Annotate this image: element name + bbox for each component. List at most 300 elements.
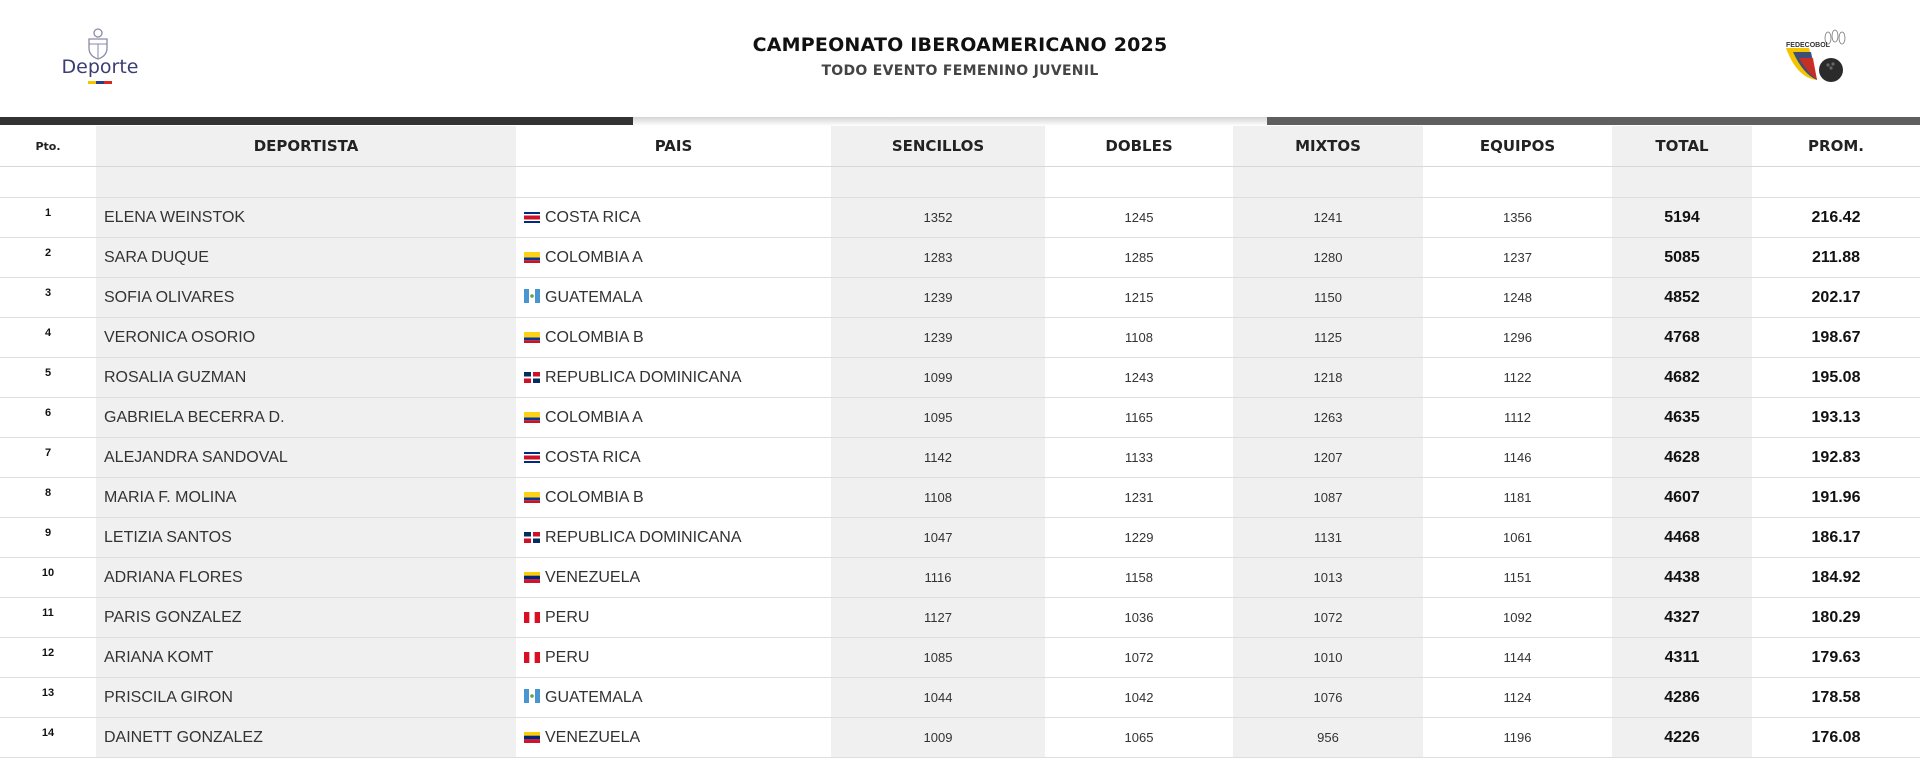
position-cell bbox=[0, 278, 96, 318]
teams-score-cell bbox=[1423, 198, 1612, 238]
position-cell bbox=[0, 518, 96, 558]
mixed-score-cell bbox=[1233, 438, 1423, 478]
venezuela-flag-icon bbox=[524, 569, 545, 586]
peru-flag-icon bbox=[524, 649, 545, 666]
costa-rica-flag-icon bbox=[524, 209, 545, 226]
total-score-text: 4327 bbox=[1664, 608, 1700, 626]
total-score-text: 4607 bbox=[1664, 488, 1700, 506]
mixed-score-cell bbox=[1233, 598, 1423, 638]
doubles-score-cell bbox=[1045, 238, 1233, 278]
singles-score-text: 1352 bbox=[923, 210, 953, 225]
average-cell bbox=[1752, 278, 1920, 318]
doubles-score-text: 1158 bbox=[1125, 570, 1153, 585]
country-cell bbox=[516, 358, 831, 398]
position-cell bbox=[0, 358, 96, 398]
country-text: GUATEMALA bbox=[545, 688, 643, 706]
colombia-flag-icon bbox=[524, 329, 545, 346]
position-cell bbox=[0, 478, 96, 518]
singles-score-text: 1239 bbox=[923, 290, 953, 305]
doubles-score-cell bbox=[1045, 318, 1233, 358]
divider-segment-light bbox=[633, 117, 1267, 126]
total-score-cell bbox=[1612, 598, 1752, 638]
average-text: 184.92 bbox=[1811, 568, 1861, 586]
position-cell bbox=[0, 398, 96, 438]
athlete-name-cell bbox=[96, 238, 516, 278]
page-title: CAMPEONATO IBEROAMERICANO 2025 bbox=[752, 34, 1168, 56]
athlete-name-cell bbox=[96, 558, 516, 598]
table-row bbox=[0, 278, 1920, 318]
average-cell bbox=[1752, 398, 1920, 438]
singles-score-cell bbox=[831, 278, 1045, 318]
title-block bbox=[0, 34, 1920, 79]
column-header-position: Pto. bbox=[0, 126, 96, 167]
doubles-score-text: 1243 bbox=[1124, 370, 1154, 385]
column-header-teams: EQUIPOS bbox=[1423, 126, 1612, 167]
singles-score-cell bbox=[831, 638, 1045, 678]
doubles-score-cell bbox=[1045, 398, 1233, 438]
average-cell bbox=[1752, 558, 1920, 598]
dominican-flag-icon bbox=[524, 369, 545, 386]
country-text: COLOMBIA A bbox=[545, 248, 643, 266]
mixed-score-text: 1125 bbox=[1314, 330, 1342, 345]
doubles-score-cell bbox=[1045, 718, 1233, 758]
doubles-score-text: 1065 bbox=[1124, 730, 1154, 745]
doubles-score-text: 1036 bbox=[1124, 610, 1154, 625]
singles-score-cell bbox=[831, 518, 1045, 558]
country-cell bbox=[516, 238, 831, 278]
table-header-row bbox=[0, 126, 1920, 167]
athlete-name-cell bbox=[96, 678, 516, 718]
total-score-text: 4468 bbox=[1664, 528, 1700, 546]
total-score-cell bbox=[1612, 358, 1752, 398]
mixed-score-cell bbox=[1233, 398, 1423, 438]
position-text: 13 bbox=[41, 687, 55, 699]
total-score-cell bbox=[1612, 278, 1752, 318]
table-row bbox=[0, 678, 1920, 718]
singles-score-cell bbox=[831, 718, 1045, 758]
doubles-score-cell bbox=[1045, 358, 1233, 398]
country-text: REPUBLICA DOMINICANA bbox=[545, 368, 742, 386]
mixed-score-cell bbox=[1233, 278, 1423, 318]
country-text: COSTA RICA bbox=[545, 208, 641, 226]
position-cell bbox=[0, 438, 96, 478]
dominican-flag-icon bbox=[524, 529, 545, 546]
teams-score-text: 1356 bbox=[1503, 210, 1532, 225]
mixed-score-text: 1087 bbox=[1313, 490, 1343, 505]
singles-score-text: 1239 bbox=[923, 330, 953, 345]
divider-segment-dark bbox=[0, 117, 633, 125]
average-text: 198.67 bbox=[1811, 328, 1861, 346]
average-text: 216.42 bbox=[1811, 208, 1861, 226]
singles-score-text: 1283 bbox=[923, 250, 953, 265]
country-cell bbox=[516, 638, 831, 678]
total-score-text: 4311 bbox=[1664, 648, 1700, 666]
country-text: REPUBLICA DOMINICANA bbox=[545, 528, 742, 546]
colombia-flag-icon bbox=[524, 409, 545, 426]
athlete-name-cell bbox=[96, 438, 516, 478]
mixed-score-cell bbox=[1233, 318, 1423, 358]
mixed-score-cell bbox=[1233, 678, 1423, 718]
average-text: 211.88 bbox=[1811, 248, 1861, 266]
total-score-cell bbox=[1612, 318, 1752, 358]
total-score-text: 4286 bbox=[1664, 688, 1700, 706]
page-header bbox=[0, 0, 1920, 117]
total-score-text: 4768 bbox=[1664, 328, 1700, 346]
mixed-score-cell bbox=[1233, 558, 1423, 598]
singles-score-text: 1142 bbox=[924, 450, 952, 465]
teams-score-text: 1144 bbox=[1503, 650, 1532, 665]
country-cell bbox=[516, 278, 831, 318]
mixed-score-text: 1241 bbox=[1313, 210, 1343, 225]
average-cell bbox=[1752, 718, 1920, 758]
column-header-athlete: DEPORTISTA bbox=[96, 126, 516, 167]
athlete-name-text: DAINETT GONZALEZ bbox=[104, 728, 263, 746]
athlete-name-cell bbox=[96, 318, 516, 358]
country-cell bbox=[516, 318, 831, 358]
position-text: 1 bbox=[44, 207, 52, 219]
athlete-name-text: SARA DUQUE bbox=[104, 248, 209, 266]
mixed-score-text: 1076 bbox=[1313, 690, 1343, 705]
athlete-name-text: LETIZIA SANTOS bbox=[104, 528, 232, 546]
teams-score-cell bbox=[1423, 558, 1612, 598]
mixed-score-cell bbox=[1233, 518, 1423, 558]
position-text: 14 bbox=[41, 727, 55, 739]
singles-score-cell bbox=[831, 318, 1045, 358]
athlete-name-text: VERONICA OSORIO bbox=[104, 328, 256, 346]
doubles-score-cell bbox=[1045, 438, 1233, 478]
country-cell bbox=[516, 398, 831, 438]
table-row bbox=[0, 318, 1920, 358]
mixed-score-text: 1218 bbox=[1313, 370, 1343, 385]
doubles-score-cell bbox=[1045, 278, 1233, 318]
mixed-score-text: 1207 bbox=[1313, 450, 1343, 465]
total-score-cell bbox=[1612, 238, 1752, 278]
position-cell bbox=[0, 198, 96, 238]
total-score-text: 5085 bbox=[1664, 248, 1700, 266]
average-text: 176.08 bbox=[1811, 728, 1861, 746]
athlete-name-cell bbox=[96, 598, 516, 638]
singles-score-cell bbox=[831, 198, 1045, 238]
mixed-score-text: 1263 bbox=[1313, 410, 1343, 425]
athlete-name-cell bbox=[96, 278, 516, 318]
mixed-score-text: 1131 bbox=[1314, 530, 1342, 545]
teams-score-text: 1122 bbox=[1503, 370, 1532, 385]
average-text: 193.13 bbox=[1811, 408, 1861, 426]
table-row bbox=[0, 518, 1920, 558]
total-score-cell bbox=[1612, 518, 1752, 558]
total-score-cell bbox=[1612, 398, 1752, 438]
country-cell bbox=[516, 558, 831, 598]
average-cell bbox=[1752, 438, 1920, 478]
total-score-text: 4635 bbox=[1664, 408, 1700, 426]
table-row bbox=[0, 638, 1920, 678]
page-subtitle: TODO EVENTO FEMENINO JUVENIL bbox=[821, 63, 1099, 79]
mixed-score-text: 1013 bbox=[1313, 570, 1343, 585]
doubles-score-cell bbox=[1045, 558, 1233, 598]
singles-score-cell bbox=[831, 558, 1045, 598]
average-cell bbox=[1752, 358, 1920, 398]
country-cell bbox=[516, 478, 831, 518]
column-header-country: PAIS bbox=[516, 126, 831, 167]
teams-score-text: 1146 bbox=[1503, 450, 1532, 465]
teams-score-cell bbox=[1423, 278, 1612, 318]
doubles-score-cell bbox=[1045, 678, 1233, 718]
average-cell bbox=[1752, 678, 1920, 718]
position-cell bbox=[0, 238, 96, 278]
athlete-name-text: ALEJANDRA SANDOVAL bbox=[104, 448, 288, 466]
teams-score-cell bbox=[1423, 638, 1612, 678]
table-row bbox=[0, 358, 1920, 398]
teams-score-text: 1248 bbox=[1503, 290, 1532, 305]
average-text: 192.83 bbox=[1811, 448, 1861, 466]
singles-score-text: 1044 bbox=[923, 690, 953, 705]
doubles-score-text: 1165 bbox=[1125, 410, 1153, 425]
athlete-name-text: MARIA F. MOLINA bbox=[104, 488, 237, 506]
singles-score-text: 1047 bbox=[923, 530, 953, 545]
teams-score-text: 1092 bbox=[1503, 610, 1532, 625]
mixed-score-text: 1150 bbox=[1314, 290, 1342, 305]
table-row bbox=[0, 438, 1920, 478]
country-cell bbox=[516, 678, 831, 718]
athlete-name-text: PARIS GONZALEZ bbox=[104, 608, 242, 626]
country-cell bbox=[516, 198, 831, 238]
teams-score-text: 1061 bbox=[1503, 530, 1532, 545]
average-cell bbox=[1752, 598, 1920, 638]
total-score-cell bbox=[1612, 718, 1752, 758]
position-cell bbox=[0, 718, 96, 758]
singles-score-cell bbox=[831, 438, 1045, 478]
doubles-score-text: 1229 bbox=[1124, 530, 1154, 545]
costa-rica-flag-icon bbox=[524, 449, 545, 466]
position-text: 8 bbox=[44, 487, 52, 499]
average-text: 178.58 bbox=[1811, 688, 1861, 706]
total-score-cell bbox=[1612, 678, 1752, 718]
position-text: 12 bbox=[41, 647, 55, 659]
tricolor-stripe bbox=[88, 81, 112, 84]
position-text: 4 bbox=[44, 327, 52, 339]
doubles-score-cell bbox=[1045, 598, 1233, 638]
athlete-name-text: ADRIANA FLORES bbox=[104, 568, 243, 586]
teams-score-cell bbox=[1423, 318, 1612, 358]
header-divider bbox=[0, 117, 1920, 126]
doubles-score-text: 1285 bbox=[1124, 250, 1154, 265]
average-text: 195.08 bbox=[1811, 368, 1861, 386]
fedecobol-logo bbox=[1783, 28, 1853, 88]
position-cell bbox=[0, 678, 96, 718]
teams-score-text: 1237 bbox=[1503, 250, 1532, 265]
doubles-score-text: 1215 bbox=[1124, 290, 1154, 305]
table-row bbox=[0, 598, 1920, 638]
country-cell bbox=[516, 518, 831, 558]
column-header-average: PROM. bbox=[1752, 126, 1920, 167]
doubles-score-cell bbox=[1045, 198, 1233, 238]
teams-score-cell bbox=[1423, 398, 1612, 438]
column-header-total: TOTAL bbox=[1612, 126, 1752, 167]
average-cell bbox=[1752, 318, 1920, 358]
athlete-name-text: SOFIA OLIVARES bbox=[104, 288, 235, 306]
athlete-name-cell bbox=[96, 398, 516, 438]
athlete-name-text: PRISCILA GIRON bbox=[104, 688, 233, 706]
column-header-singles: SENCILLOS bbox=[831, 126, 1045, 167]
teams-score-cell bbox=[1423, 238, 1612, 278]
divider-segment-mid bbox=[1267, 117, 1920, 125]
singles-score-text: 1095 bbox=[923, 410, 953, 425]
average-text: 191.96 bbox=[1811, 488, 1861, 506]
doubles-score-text: 1133 bbox=[1125, 450, 1153, 465]
table-row bbox=[0, 718, 1920, 758]
colombia-flag-icon bbox=[524, 249, 545, 266]
singles-score-cell bbox=[831, 598, 1045, 638]
average-text: 202.17 bbox=[1811, 288, 1861, 306]
singles-score-text: 1116 bbox=[924, 570, 952, 585]
mixed-score-cell bbox=[1233, 238, 1423, 278]
average-cell bbox=[1752, 238, 1920, 278]
average-cell bbox=[1752, 198, 1920, 238]
table-row bbox=[0, 238, 1920, 278]
country-cell bbox=[516, 598, 831, 638]
mixed-score-text: 1280 bbox=[1313, 250, 1343, 265]
total-score-cell bbox=[1612, 438, 1752, 478]
position-text: 6 bbox=[44, 407, 52, 419]
teams-score-cell bbox=[1423, 358, 1612, 398]
country-text: GUATEMALA bbox=[545, 288, 643, 306]
total-score-text: 5194 bbox=[1664, 208, 1700, 226]
teams-score-text: 1151 bbox=[1503, 570, 1532, 585]
mixed-score-cell bbox=[1233, 358, 1423, 398]
total-score-cell bbox=[1612, 558, 1752, 598]
table-row bbox=[0, 398, 1920, 438]
total-score-text: 4628 bbox=[1664, 448, 1700, 466]
doubles-score-text: 1231 bbox=[1124, 490, 1154, 505]
total-score-text: 4438 bbox=[1664, 568, 1700, 586]
doubles-score-text: 1245 bbox=[1124, 210, 1154, 225]
results-table bbox=[0, 126, 1920, 758]
table-body bbox=[0, 167, 1920, 758]
teams-score-cell bbox=[1423, 678, 1612, 718]
bowling-logo-icon bbox=[1783, 28, 1853, 88]
position-text: 10 bbox=[41, 567, 55, 579]
singles-score-cell bbox=[831, 478, 1045, 518]
athlete-name-cell bbox=[96, 478, 516, 518]
total-score-text: 4682 bbox=[1664, 368, 1700, 386]
teams-score-cell bbox=[1423, 718, 1612, 758]
total-score-cell bbox=[1612, 198, 1752, 238]
country-text: VENEZUELA bbox=[545, 568, 641, 586]
average-text: 180.29 bbox=[1811, 608, 1861, 626]
country-text: COLOMBIA B bbox=[545, 488, 644, 506]
deporte-logo-text: Deporte bbox=[61, 56, 139, 78]
athlete-name-cell bbox=[96, 638, 516, 678]
position-cell bbox=[0, 318, 96, 358]
country-text: PERU bbox=[545, 608, 590, 626]
table-row bbox=[0, 478, 1920, 518]
position-cell bbox=[0, 598, 96, 638]
teams-score-cell bbox=[1423, 598, 1612, 638]
mixed-score-cell bbox=[1233, 198, 1423, 238]
average-cell bbox=[1752, 638, 1920, 678]
teams-score-text: 1196 bbox=[1503, 730, 1532, 745]
guatemala-flag-icon bbox=[524, 689, 545, 706]
singles-score-cell bbox=[831, 678, 1045, 718]
average-text: 179.63 bbox=[1811, 648, 1861, 666]
fedecobol-logo-text: FEDECOBOL bbox=[1786, 42, 1830, 49]
column-header-mixed: MIXTOS bbox=[1233, 126, 1423, 167]
position-text: 2 bbox=[44, 247, 52, 259]
singles-score-text: 1127 bbox=[924, 610, 952, 625]
position-cell bbox=[0, 638, 96, 678]
singles-score-text: 1085 bbox=[923, 650, 953, 665]
colombia-flag-icon bbox=[524, 489, 545, 506]
doubles-score-cell bbox=[1045, 638, 1233, 678]
doubles-score-text: 1042 bbox=[1124, 690, 1154, 705]
singles-score-cell bbox=[831, 358, 1045, 398]
teams-score-text: 1296 bbox=[1503, 330, 1532, 345]
country-text: COLOMBIA A bbox=[545, 408, 643, 426]
average-cell bbox=[1752, 518, 1920, 558]
country-text: PERU bbox=[545, 648, 590, 666]
country-cell bbox=[516, 438, 831, 478]
athlete-name-cell bbox=[96, 358, 516, 398]
average-text: 186.17 bbox=[1811, 528, 1861, 546]
column-header-doubles: DOBLES bbox=[1045, 126, 1233, 167]
teams-score-cell bbox=[1423, 438, 1612, 478]
teams-score-text: 1124 bbox=[1503, 690, 1532, 705]
athlete-name-cell bbox=[96, 718, 516, 758]
total-score-text: 4852 bbox=[1664, 288, 1700, 306]
country-cell bbox=[516, 718, 831, 758]
athlete-name-text: ROSALIA GUZMAN bbox=[104, 368, 247, 386]
position-text: 11 bbox=[42, 607, 54, 619]
position-text: 3 bbox=[44, 287, 52, 299]
peru-flag-icon bbox=[524, 609, 545, 626]
doubles-score-cell bbox=[1045, 478, 1233, 518]
position-text: 5 bbox=[44, 367, 52, 379]
country-text: COSTA RICA bbox=[545, 448, 641, 466]
mixed-score-cell bbox=[1233, 478, 1423, 518]
athlete-name-text: ARIANA KOMT bbox=[104, 648, 214, 666]
country-text: COLOMBIA B bbox=[545, 328, 644, 346]
position-cell bbox=[0, 558, 96, 598]
mixed-score-text: 956 bbox=[1317, 730, 1339, 745]
doubles-score-text: 1108 bbox=[1125, 330, 1153, 345]
singles-score-text: 1108 bbox=[924, 490, 952, 505]
average-cell bbox=[1752, 478, 1920, 518]
singles-score-cell bbox=[831, 398, 1045, 438]
singles-score-cell bbox=[831, 238, 1045, 278]
doubles-score-cell bbox=[1045, 518, 1233, 558]
teams-score-cell bbox=[1423, 478, 1612, 518]
country-text: VENEZUELA bbox=[545, 728, 641, 746]
singles-score-text: 1099 bbox=[923, 370, 953, 385]
singles-score-text: 1009 bbox=[923, 730, 953, 745]
doubles-score-text: 1072 bbox=[1124, 650, 1154, 665]
spacer-row bbox=[0, 167, 1920, 198]
venezuela-flag-icon bbox=[524, 729, 545, 746]
position-text: 9 bbox=[44, 527, 52, 539]
mixed-score-text: 1010 bbox=[1313, 650, 1343, 665]
mixed-score-text: 1072 bbox=[1313, 610, 1343, 625]
total-score-cell bbox=[1612, 478, 1752, 518]
position-text: 7 bbox=[44, 447, 52, 459]
guatemala-flag-icon bbox=[524, 289, 545, 306]
total-score-text: 4226 bbox=[1664, 728, 1700, 746]
athlete-name-cell bbox=[96, 198, 516, 238]
mixed-score-cell bbox=[1233, 638, 1423, 678]
teams-score-text: 1181 bbox=[1503, 490, 1532, 505]
athlete-name-cell bbox=[96, 518, 516, 558]
table-row bbox=[0, 198, 1920, 238]
athlete-name-text: ELENA WEINSTOK bbox=[104, 208, 246, 226]
